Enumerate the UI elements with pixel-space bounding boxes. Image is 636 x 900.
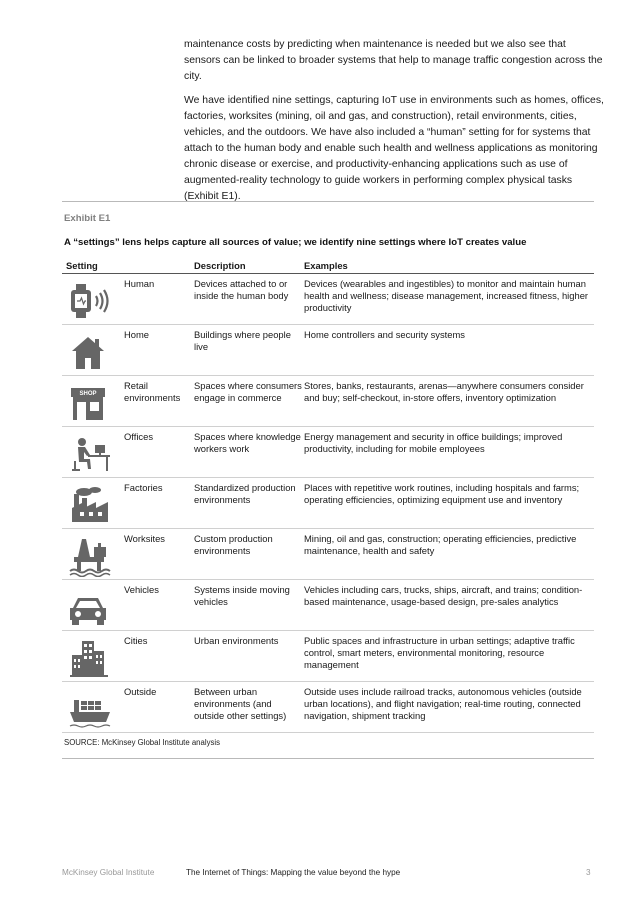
table-row	[62, 274, 594, 325]
description-cell: Spaces where knowledge workers work	[194, 427, 304, 478]
factory-icon	[68, 486, 114, 526]
examples-cell: Places with repetitive work routines, including hospitals and farms; operating efficiencies, optimizing equipment use and inventory	[304, 478, 594, 529]
exhibit-label: Exhibit E1	[64, 213, 111, 224]
house-icon	[68, 333, 114, 373]
city-buildings-icon	[68, 639, 114, 679]
description-cell: Buildings where people live	[194, 325, 304, 376]
svg-text:SHOP: SHOP	[79, 391, 97, 397]
divider-bottom	[62, 758, 594, 759]
table-row	[62, 478, 594, 529]
exhibit-title: A “settings” lens helps capture all sources of value; we identify nine settings where IoT creates value	[64, 237, 527, 248]
table-row	[62, 682, 594, 733]
setting-cell: Home	[124, 325, 194, 376]
setting-cell: Outside	[124, 682, 194, 733]
examples-cell: Vehicles including cars, trucks, ships, aircraft, and trains; condition-based maintenance, usage-based design, pre-sales analytics	[304, 580, 594, 631]
setting-cell: Offices	[124, 427, 194, 478]
description-cell: Devices attached to or inside the human body	[194, 274, 304, 325]
shop-icon	[68, 384, 114, 424]
description-cell: Systems inside moving vehicles	[194, 580, 304, 631]
setting-cell: Factories	[124, 478, 194, 529]
examples-cell: Outside uses include railroad tracks, autonomous vehicles (outside urban locations), and flight navigation; real-time routing, connected navigation, shipment tracking	[304, 682, 594, 733]
description-cell: Between urban environments (and outside other settings)	[194, 682, 304, 733]
intro-paragraph-1: maintenance costs by predicting when maintenance is needed but we also see that sensors can be linked to broader systems that help to manage traffic congestion across the city.	[184, 39, 603, 82]
wearable-icon	[68, 282, 114, 322]
description-cell: Urban environments	[194, 631, 304, 682]
examples-cell: Stores, banks, restaurants, arenas—anywhere consumers consider and buy; self-checkout, in-store offers, inventory optimization	[304, 376, 594, 427]
intro-paragraph-2: We have identified nine settings, capturing IoT use in environments such as homes, offices, factories, worksites (mining, oil and gas, and construction), retail environments, cities, vehicles, and the outdoors. We have also included a “human” setting for for systems that attach to the human body and enable such health and wellness applications as monitoring chronic disease or exercise, and productivity-enhancing applications such as use of augmented-reality technology to guide workers in performing complex physical tasks (Exhibit E1).	[184, 95, 604, 202]
table-row	[62, 376, 594, 427]
examples-cell: Home controllers and security systems	[304, 325, 594, 376]
footer-publisher: McKinsey Global Institute	[62, 868, 155, 877]
setting-cell: Human	[124, 274, 194, 325]
oil-rig-icon	[68, 537, 114, 577]
source-note: SOURCE: McKinsey Global Institute analysis	[64, 738, 220, 747]
setting-cell: Cities	[124, 631, 194, 682]
header-setting: Setting	[66, 260, 98, 271]
description-cell: Spaces where consumers engage in commerce	[194, 376, 304, 427]
car-icon	[68, 588, 114, 628]
table-row	[62, 631, 594, 682]
description-cell: Custom production environments	[194, 529, 304, 580]
divider-top	[62, 201, 594, 202]
page-number: 3	[586, 868, 591, 877]
setting-cell: Worksites	[124, 529, 194, 580]
footer-title: The Internet of Things: Mapping the value beyond the hype	[186, 868, 401, 877]
table-row	[62, 427, 594, 478]
description-cell: Standardized production environments	[194, 478, 304, 529]
table-row	[62, 325, 594, 376]
setting-cell: Retail environments	[124, 376, 194, 427]
table-row	[62, 580, 594, 631]
table-row	[62, 529, 594, 580]
setting-cell: Vehicles	[124, 580, 194, 631]
intro-text	[184, 37, 604, 213]
examples-cell: Energy management and security in office buildings; improved productivity, including for mobile employees	[304, 427, 594, 478]
header-description: Description	[194, 260, 246, 271]
examples-cell: Public spaces and infrastructure in urban settings; adaptive traffic control, smart meters, environmental monitoring, resource management	[304, 631, 594, 682]
office-worker-icon	[68, 435, 114, 475]
header-examples: Examples	[304, 260, 348, 271]
settings-table	[62, 274, 594, 733]
examples-cell: Devices (wearables and ingestibles) to monitor and maintain human health and wellness; disease management, increased fitness, higher productivity	[304, 274, 594, 325]
cargo-ship-icon	[68, 690, 114, 730]
examples-cell: Mining, oil and gas, construction; operating efficiencies, predictive maintenance, health and safety	[304, 529, 594, 580]
